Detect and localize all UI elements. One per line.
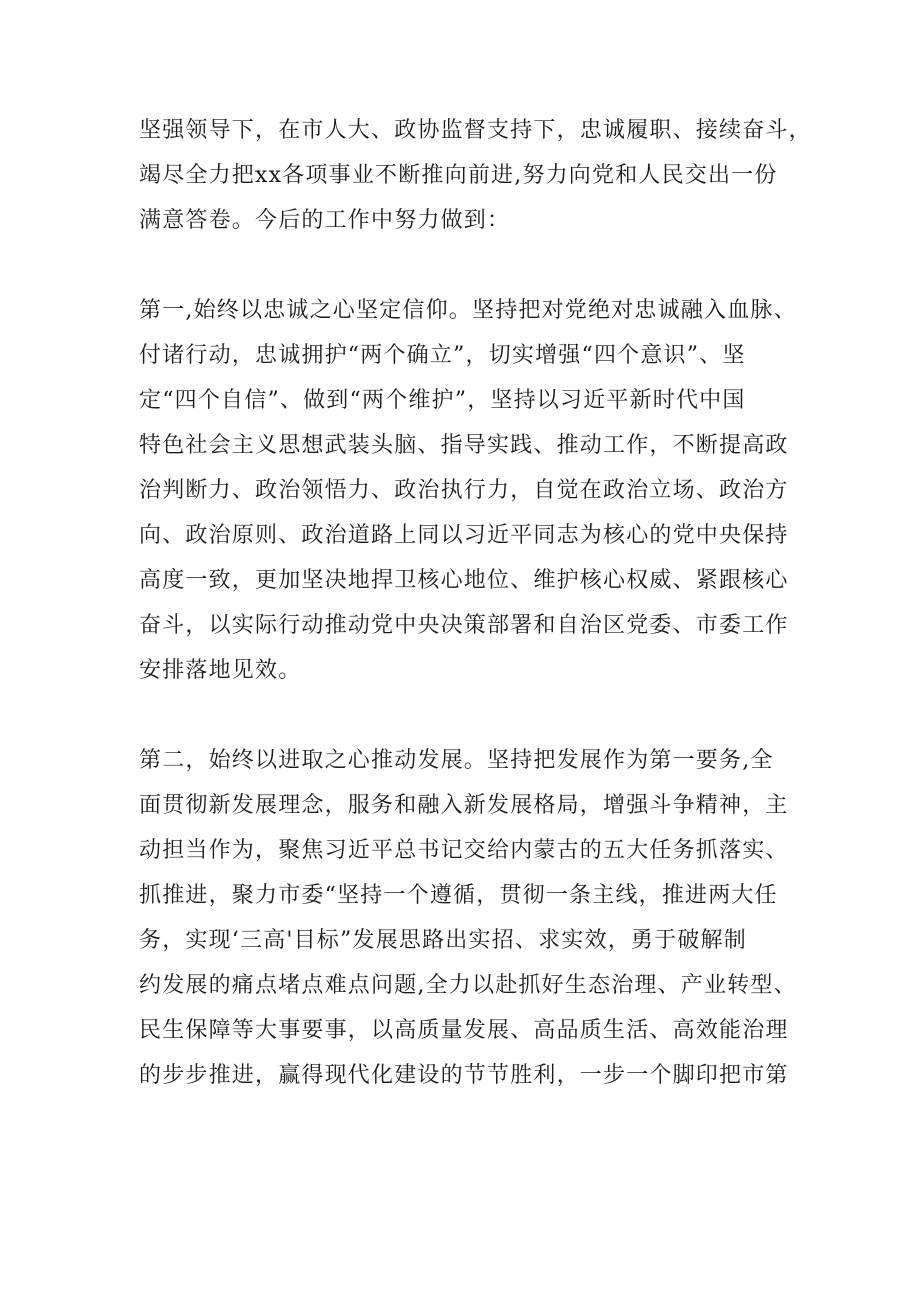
text-line: 第二，始终以进取之心推动发展。坚持把发展作为第一要务,全: [139, 748, 774, 773]
text-line: 付诸行动，忠诚拥护“两个确立”，切实增强“四个意识”、坚: [139, 343, 746, 368]
text-line: 定“四个自信”、做到“两个维护”，坚持以习近平新时代中国: [139, 388, 746, 413]
text-line: 向、政治原则、政治道路上同以习近平同志为核心的党中央保持: [139, 523, 789, 548]
text-line: 的步步推进，赢得现代化建设的节节胜利，一步一个脚印把市第: [139, 1063, 789, 1088]
text-line: 务，实现‘三高'目标”发展思路出实招、求实效，勇于破解制: [139, 928, 747, 953]
paragraph-first: [139, 288, 819, 693]
text-line: 抓推进，聚力市委“坚持一个遵循，贯彻一条主线，推进两大任: [139, 883, 778, 908]
text-line: 民生保障等大事要事，以高质量发展、高品质生活、高效能治理: [139, 1018, 789, 1043]
text-line: 治判断力、政治领悟力、政治执行力，自觉在政治立场、政治方: [139, 478, 789, 503]
text-line: 坚强领导下，在市人大、政协监督支持下，忠诚履职、接续奋斗，: [139, 118, 812, 143]
text-line: 满意答卷。今后的工作中努力做到：: [139, 208, 511, 233]
text-line: 约发展的痛点堵点难点问题,全力以赴抓好生态治理、产业转型、: [139, 973, 797, 998]
text-line: 动担当作为，聚焦习近平总书记交给内蒙古的五大任务抓落实、: [139, 838, 789, 863]
text-line: 安排落地见效。: [139, 658, 302, 683]
text-line: 特色社会主义思想武装头脑、指导实践、推动工作，不断提高政: [139, 433, 789, 458]
text-line: 第一,始终以忠诚之心坚定信仰。坚持把对党绝对忠诚融入血脉、: [139, 298, 797, 323]
paragraph-intro: [139, 108, 819, 243]
text-line: 奋斗，以实际行动推动党中央决策部署和自治区党委、市委工作: [139, 613, 789, 638]
paragraph-second: [139, 738, 819, 1098]
text-line: 面贯彻新发展理念，服务和融入新发展格局，增强斗争精神，主: [139, 793, 789, 818]
text-line: 高度一致，更加坚决地捍卫核心地位、维护核心权威、紧跟核心: [139, 568, 789, 593]
text-line: 竭尽全力把xx各项事业不断推向前进,努力向党和人民交出一份: [139, 163, 778, 188]
